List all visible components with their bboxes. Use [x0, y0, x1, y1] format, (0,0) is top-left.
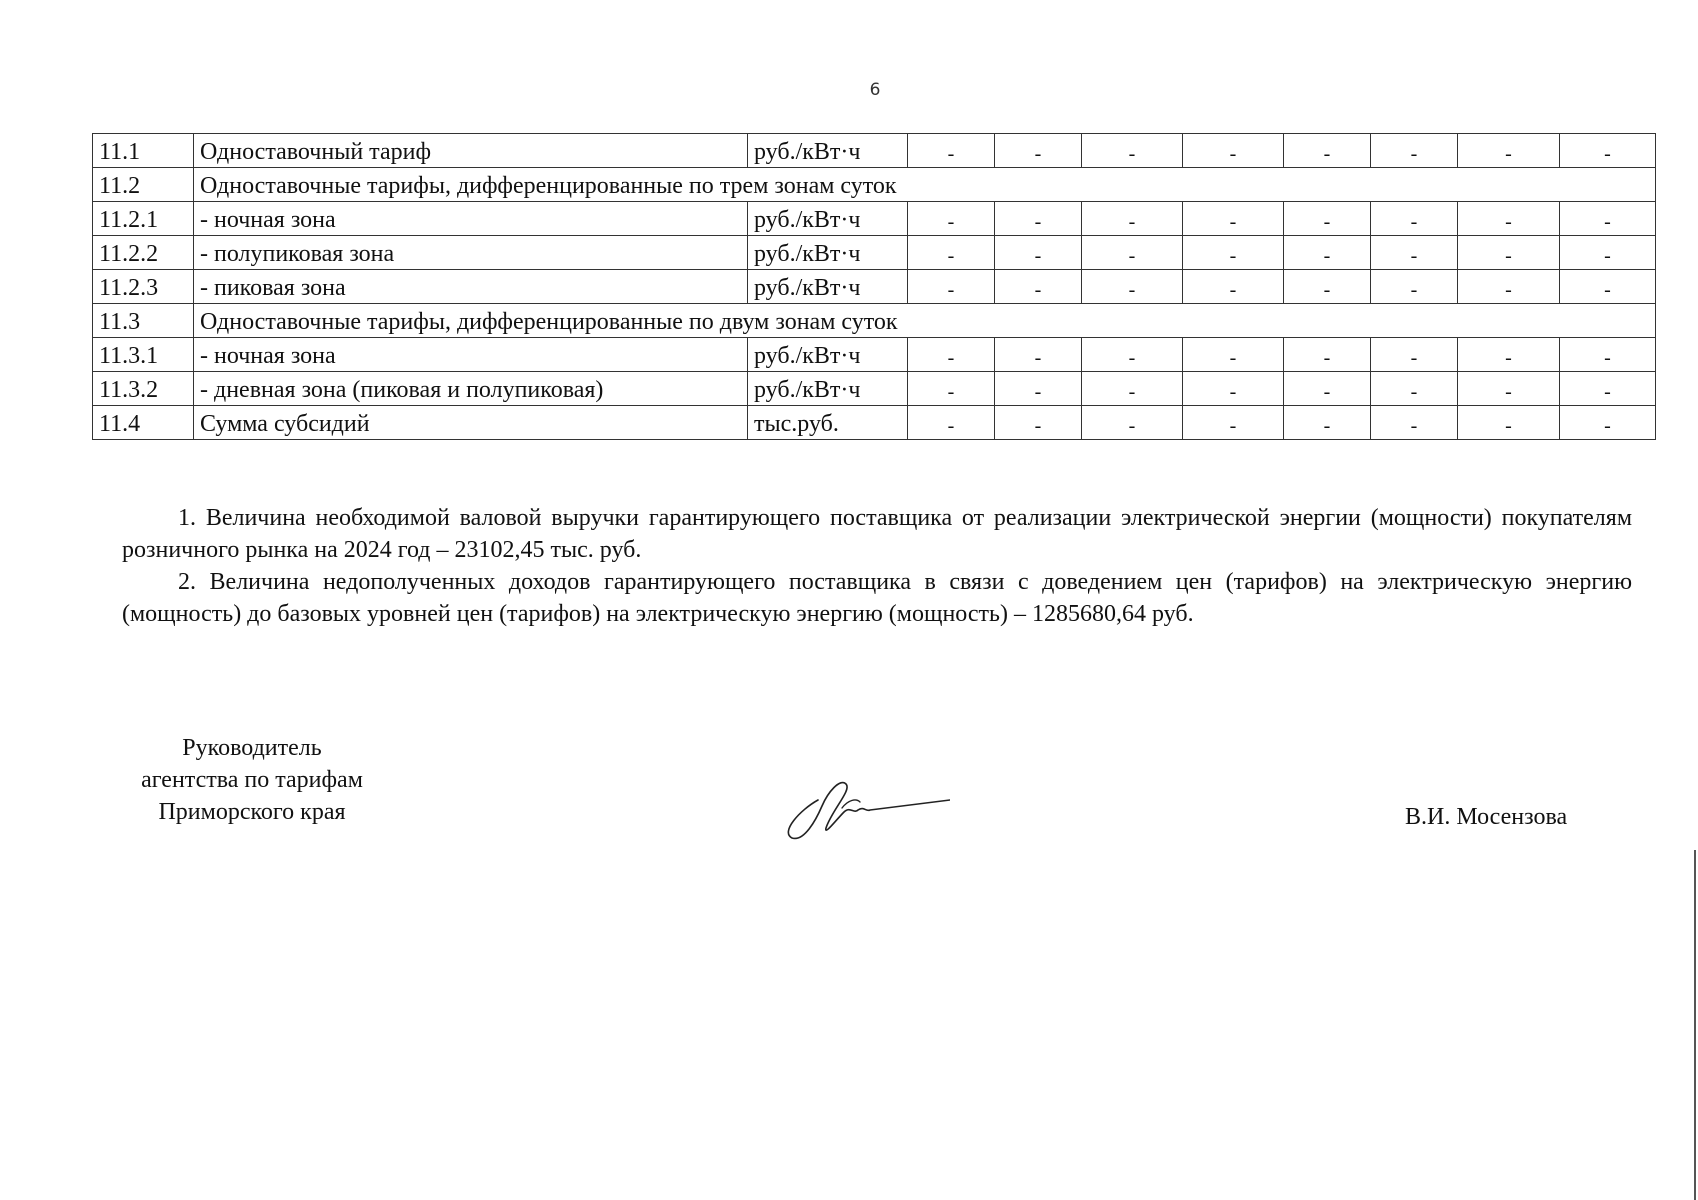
value-cell: -: [1183, 406, 1284, 440]
value-cell: -: [1183, 134, 1284, 168]
handwritten-signature: [780, 770, 950, 845]
value-cell: -: [1284, 338, 1371, 372]
indicator-name-cell: - дневная зона (пиковая и полупиковая): [194, 372, 748, 406]
section-title-cell: Одноставочные тарифы, дифференцированные по трем зонам суток: [194, 168, 1656, 202]
unit-cell: руб./кВт·ч: [748, 372, 908, 406]
unit-cell: тыс.руб.: [748, 406, 908, 440]
row-number-cell: 11.3: [93, 304, 194, 338]
value-cell: -: [995, 236, 1082, 270]
value-cell: -: [1458, 202, 1560, 236]
signer-title-line: Приморского края: [158, 799, 346, 825]
value-cell: -: [908, 338, 995, 372]
value-cell: -: [1458, 236, 1560, 270]
value-cell: -: [908, 202, 995, 236]
value-cell: -: [1458, 134, 1560, 168]
signer-title-line: Руководитель: [182, 735, 322, 761]
indicator-name-cell: Одноставочный тариф: [194, 134, 748, 168]
value-cell: -: [1458, 406, 1560, 440]
table-row: [93, 406, 1656, 440]
value-cell: -: [995, 372, 1082, 406]
indicator-name-cell: - полупиковая зона: [194, 236, 748, 270]
value-cell: -: [1371, 406, 1458, 440]
value-cell: -: [1371, 338, 1458, 372]
value-cell: -: [1560, 372, 1656, 406]
value-cell: -: [1284, 134, 1371, 168]
value-cell: -: [1183, 236, 1284, 270]
value-cell: -: [1183, 338, 1284, 372]
page-number: 6: [869, 80, 881, 100]
signer-title: [112, 732, 392, 828]
value-cell: -: [1183, 202, 1284, 236]
value-cell: -: [1082, 338, 1183, 372]
tariff-table-body: [93, 134, 1656, 440]
value-cell: -: [995, 406, 1082, 440]
row-number-cell: 11.2.2: [93, 236, 194, 270]
row-number-cell: 11.4: [93, 406, 194, 440]
value-cell: -: [995, 202, 1082, 236]
row-number-cell: 11.3.1: [93, 338, 194, 372]
unit-cell: руб./кВт·ч: [748, 270, 908, 304]
unit-cell: руб./кВт·ч: [748, 134, 908, 168]
table-section-row: [93, 168, 1656, 202]
value-cell: -: [1284, 372, 1371, 406]
signer-name: В.И. Мосензова: [1405, 804, 1568, 830]
value-cell: -: [1560, 236, 1656, 270]
table-row: [93, 270, 1656, 304]
value-cell: -: [1082, 236, 1183, 270]
value-cell: -: [908, 372, 995, 406]
table-row: [93, 338, 1656, 372]
value-cell: -: [1082, 134, 1183, 168]
value-cell: -: [1183, 372, 1284, 406]
row-number-cell: 11.2.3: [93, 270, 194, 304]
indicator-name-cell: Сумма субсидий: [194, 406, 748, 440]
value-cell: -: [995, 270, 1082, 304]
value-cell: -: [1082, 406, 1183, 440]
value-cell: -: [1284, 270, 1371, 304]
value-cell: -: [1371, 134, 1458, 168]
notes-section: [122, 502, 1632, 630]
scan-edge-line: [1694, 850, 1696, 1200]
value-cell: -: [1183, 270, 1284, 304]
value-cell: -: [1082, 270, 1183, 304]
value-cell: -: [1458, 338, 1560, 372]
table-row: [93, 236, 1656, 270]
indicator-name-cell: - пиковая зона: [194, 270, 748, 304]
indicator-name-cell: - ночная зона: [194, 202, 748, 236]
value-cell: -: [1560, 270, 1656, 304]
table-section-row: [93, 304, 1656, 338]
value-cell: -: [1560, 406, 1656, 440]
unit-cell: руб./кВт·ч: [748, 338, 908, 372]
note-paragraph-1: 1. Величина необходимой валовой выручки гарантирующего поставщика от реализации электрической энергии (мощности) покупателям розничного рынка на 2024 год – 23102,45 тыс. руб.: [122, 505, 1632, 563]
section-title-cell: Одноставочные тарифы, дифференцированные по двум зонам суток: [194, 304, 1656, 338]
value-cell: -: [995, 134, 1082, 168]
value-cell: -: [995, 338, 1082, 372]
signer-title-line: агентства по тарифам: [141, 767, 363, 793]
value-cell: -: [1560, 202, 1656, 236]
value-cell: -: [1284, 406, 1371, 440]
value-cell: -: [1371, 202, 1458, 236]
tariff-table: [92, 133, 1656, 440]
row-number-cell: 11.2: [93, 168, 194, 202]
table-row: [93, 202, 1656, 236]
value-cell: -: [1458, 270, 1560, 304]
table-row: [93, 134, 1656, 168]
row-number-cell: 11.1: [93, 134, 194, 168]
value-cell: -: [1082, 202, 1183, 236]
value-cell: -: [908, 270, 995, 304]
value-cell: -: [1560, 338, 1656, 372]
value-cell: -: [1458, 372, 1560, 406]
unit-cell: руб./кВт·ч: [748, 236, 908, 270]
row-number-cell: 11.2.1: [93, 202, 194, 236]
row-number-cell: 11.3.2: [93, 372, 194, 406]
unit-cell: руб./кВт·ч: [748, 202, 908, 236]
value-cell: -: [1371, 236, 1458, 270]
value-cell: -: [1371, 372, 1458, 406]
value-cell: -: [908, 406, 995, 440]
value-cell: -: [1560, 134, 1656, 168]
note-paragraph-2: 2. Величина недополученных доходов гарантирующего поставщика в связи с доведением цен (тарифов) на электрическую энергию (мощность) до базовых уровней цен (тарифов) на электрическую энергию (мощность) – 1285680,64 руб.: [122, 569, 1632, 627]
value-cell: -: [908, 134, 995, 168]
value-cell: -: [1284, 236, 1371, 270]
table-row: [93, 372, 1656, 406]
value-cell: -: [1082, 372, 1183, 406]
indicator-name-cell: - ночная зона: [194, 338, 748, 372]
value-cell: -: [1284, 202, 1371, 236]
value-cell: -: [908, 236, 995, 270]
value-cell: -: [1371, 270, 1458, 304]
